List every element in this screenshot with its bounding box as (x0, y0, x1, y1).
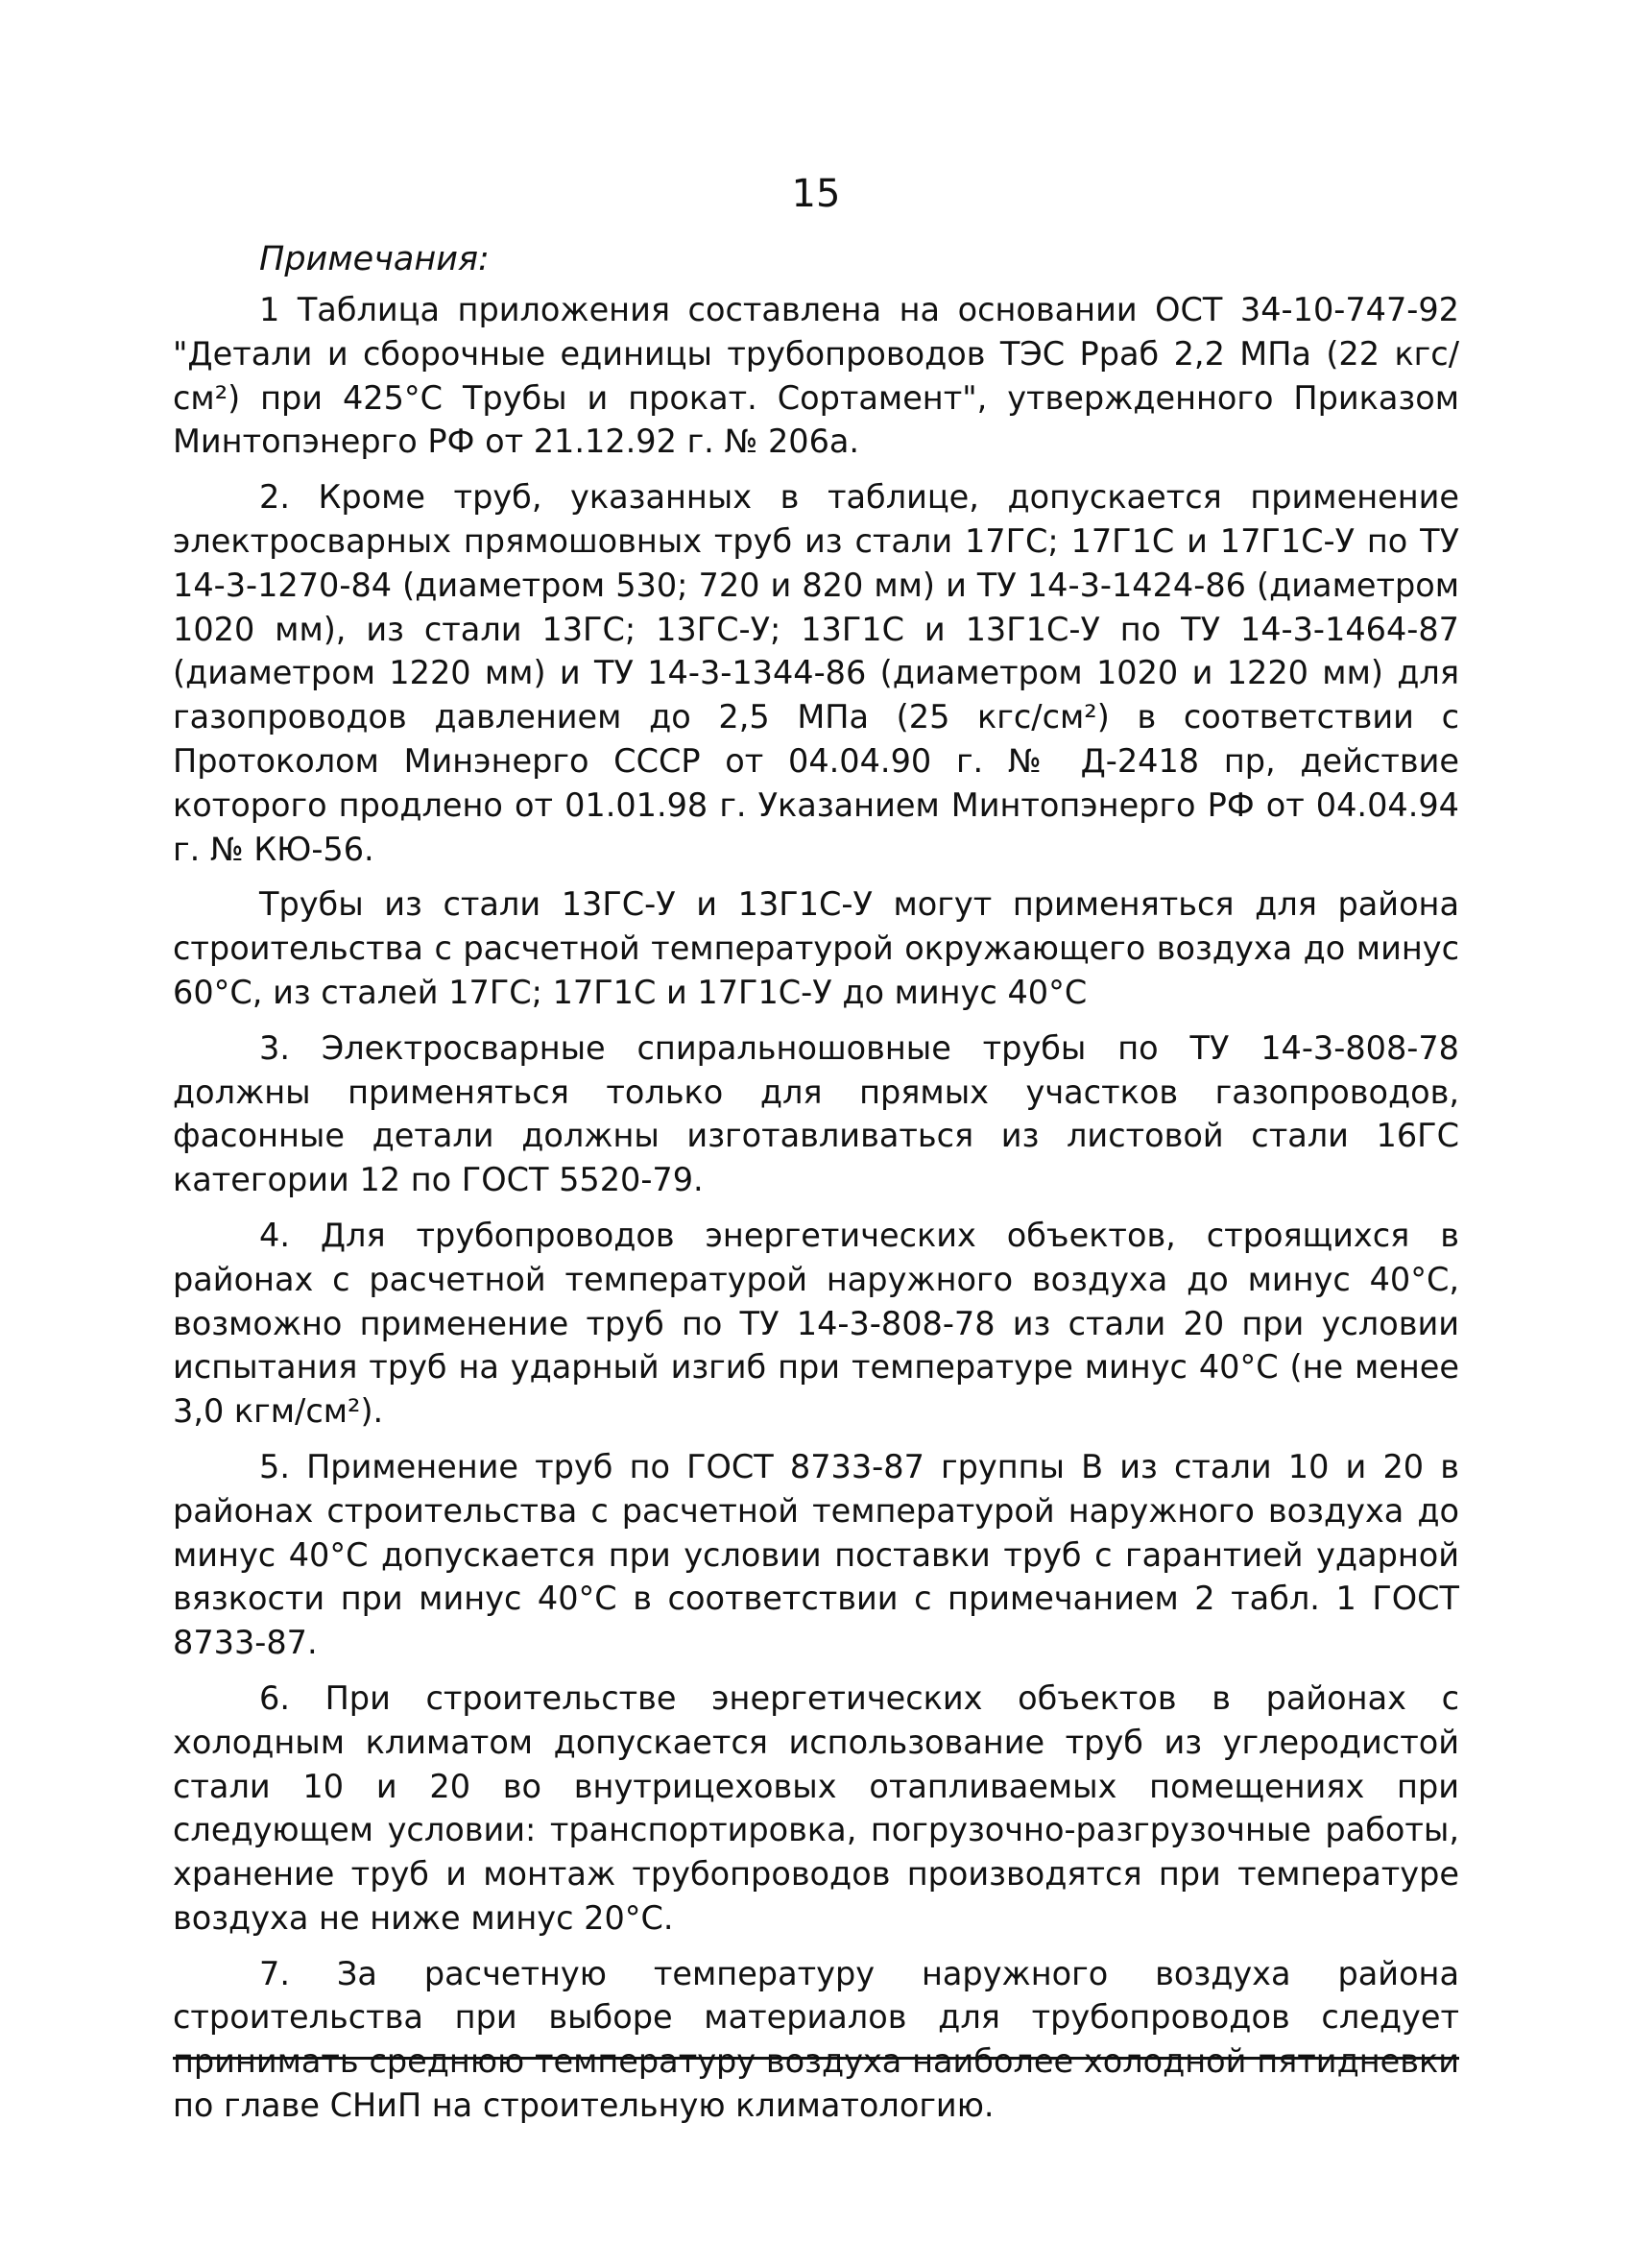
bottom-divider (173, 2057, 1459, 2060)
notes-body (173, 288, 1459, 2128)
note-paragraph-3: 3. Электросварные спиральношовные трубы по ТУ 14-3-808-78 должны применяться только для прямых участков газопроводов, фасонные детали должны изготавливаться из листовой стали 16ГС категории 12 по ГОСТ 5520-79. (173, 1028, 1459, 1199)
note-paragraph-1: 1 Таблица приложения составлена на основании ОСТ 34-10-747-92 "Детали и сборочные единицы трубопроводов ТЭС Рраб 2,2 МПа (22 кгс/см²) при 425°С Трубы и прокат. Сортамент", утвержденного Приказом Минтопэнерго РФ от 21.12.92 г. № 206а. (173, 291, 1459, 461)
note-paragraph-2: 2. Кроме труб, указанных в таблице, допускается применение электросварных прямошовных труб из стали 17ГС; 17Г1С и 17Г1С-У по ТУ 14-3-1270-84 (диаметром 530; 720 и 820 мм) и ТУ 14-3-1424-86 (диаметром 1020 мм), из стали 13ГС; 13ГС-У; 13Г1С и 13Г1С-У по ТУ 14-3-1464-87 (диаметром 1220 мм) и ТУ 14-3-1344-86 (диаметром 1020 и 1220 мм) для газопроводов давлением до 2,5 МПа (25 кгс/см²) в соответствии с Протоколом Минэнерго СССР от 04.04.90 г. № Д-2418 пр, действие которого продлено от 01.01.98 г. Указанием Минтопэнерго РФ от 04.04.94 г. № КЮ-56. (173, 478, 1459, 868)
note-paragraph-7: 7. За расчетную температуру наружного воздуха района строительства при выборе материалов для трубопроводов следует принимать среднюю температуру воздуха наиболее холодной пятидневки по главе СНиП на строительную климатологию. (173, 1954, 1459, 2125)
page-number: 15 (791, 172, 841, 216)
note-paragraph-5: 5. Применение труб по ГОСТ 8733-87 группы В из стали 10 и 20 в районах строительства с расчетной температурой наружного воздуха до минус 40°С допускается при условии поставки труб с гарантией ударной вязкости при минус 40°С в соответствии с примечанием 2 табл. 1 ГОСТ 8733-87. (173, 1447, 1459, 1662)
note-paragraph-2-continued: Трубы из стали 13ГС-У и 13Г1С-У могут применяться для района строительства с расчетной температурой окружающего воздуха до минус 60°С, из сталей 17ГС; 17Г1С и 17Г1С-У до минус 40°С (173, 885, 1459, 1011)
note-paragraph-4: 4. Для трубопроводов энергетических объектов, строящихся в районах с расчетной температурой наружного воздуха до минус 40°С, возможно применение труб по ТУ 14-3-808-78 из стали 20 при условии испытания труб на ударный изгиб при температуре минус 40°С (не менее 3,0 кгм/см²). (173, 1216, 1459, 1431)
notes-heading: Примечания: (259, 240, 490, 278)
note-paragraph-6: 6. При строительстве энергетических объектов в районах с холодным климатом допускается использование труб из углеродистой стали 10 и 20 во внутрицеховых отапливаемых помещениях при следующем условии: транспортировка, погрузочно-разгрузочные работы, хранение труб и монтаж трубопроводов производятся при температуре воздуха не ниже минус 20°С. (173, 1678, 1459, 1937)
